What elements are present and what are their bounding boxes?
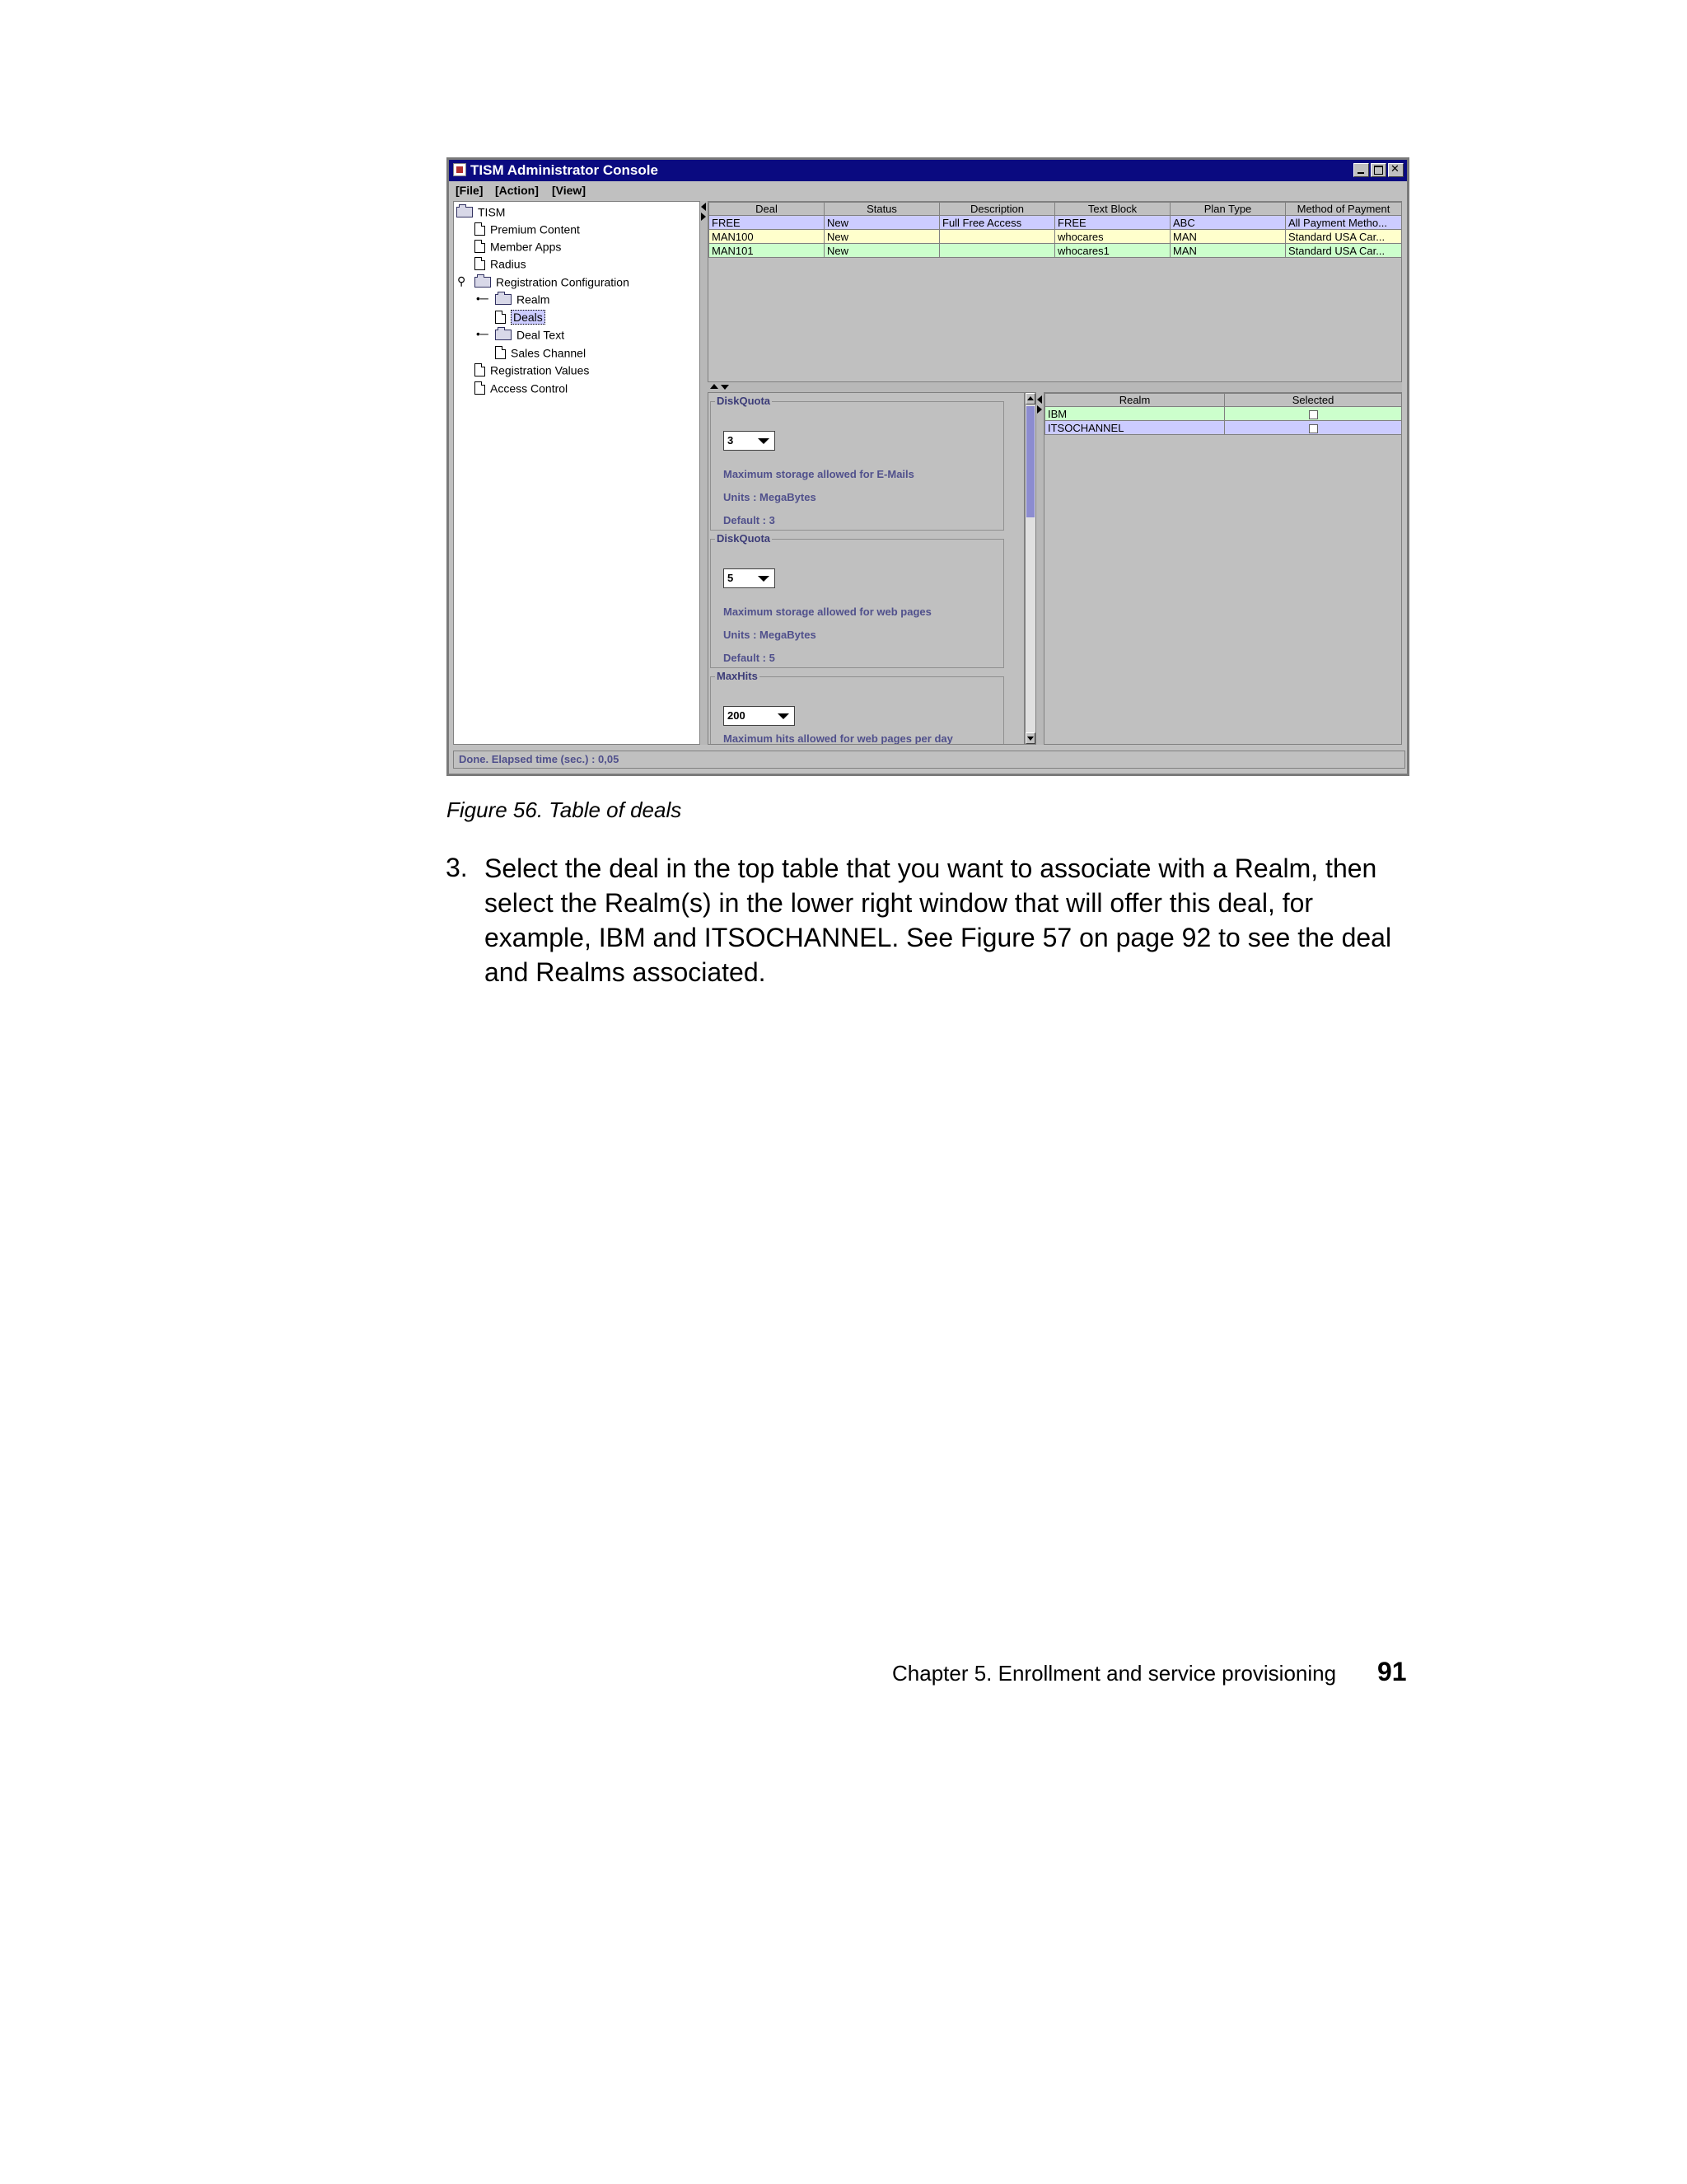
column-header-realm[interactable]: Realm [1045,394,1225,407]
vertical-splitter[interactable] [1036,392,1044,745]
group-description: Maximum storage allowed for web pages [723,606,932,618]
arrow-up-icon [1027,396,1034,400]
table-cell[interactable]: New [825,230,940,244]
tree-item-member-apps[interactable]: Member Apps [474,237,561,254]
table-cell[interactable]: Standard USA Car... [1286,230,1402,244]
table-cell[interactable]: MAN [1171,230,1286,244]
group-units: Units : MegaBytes [723,491,816,503]
title-bar[interactable] [449,160,1407,181]
selected-cell [1225,421,1402,435]
tree-item-registration-values[interactable]: Registration Values [474,361,589,377]
expand-down-arrow-icon[interactable] [721,385,729,390]
diskquota-email-group [710,395,1004,531]
chevron-down-icon [758,576,769,582]
table-row[interactable] [709,244,1402,258]
table-cell[interactable]: FREE [709,216,825,230]
column-header-plan-type[interactable]: Plan Type [1171,203,1286,216]
document-icon [495,311,506,324]
scroll-up-button[interactable] [1026,393,1035,405]
table-row[interactable] [709,230,1402,244]
folder-icon [474,277,491,288]
menu-file[interactable]: [File] [456,184,484,197]
column-header-description[interactable]: Description [940,203,1055,216]
expand-key-icon[interactable]: ⚲ [457,274,466,288]
step-text: Select the deal in the top table that you want to associate with a Realm, then select the Realm(s) in the lower right window that will offer this deal, for example, IBM and ITSOCHANNEL. See Figure 57 on page 92 to see the deal and Realms associated. [484,853,1392,987]
menu-bar [449,181,1407,199]
vertical-splitter[interactable] [700,201,708,745]
table-header-row [709,203,1402,216]
table-cell[interactable]: New [825,244,940,258]
tree-item-access-control[interactable]: Access Control [474,379,568,395]
deals-table [708,202,1402,258]
maximize-button[interactable] [1371,163,1386,177]
diskquota-email-select[interactable] [723,431,775,451]
document-icon [474,240,485,253]
collapse-left-arrow-icon[interactable] [701,203,706,211]
menu-action[interactable]: [Action] [495,184,539,197]
column-header-deal[interactable]: Deal [709,203,825,216]
step-number: 3. [446,853,468,882]
folder-icon [495,330,512,340]
tree-item-registration-configuration[interactable]: Registration Configuration [474,273,629,289]
realm-table [1044,393,1402,435]
quota-scrollbar[interactable] [1025,392,1036,745]
expand-right-arrow-icon[interactable] [1037,405,1042,414]
tree-item-premium-content[interactable]: Premium Content [474,220,580,236]
page-number: 91 [1377,1657,1407,1686]
column-header-method-of-payment[interactable]: Method of Payment [1286,203,1402,216]
status-bar: Done. Elapsed time (sec.) : 0,05 [453,751,1405,769]
arrow-down-icon [1027,737,1034,741]
column-header-text-block[interactable]: Text Block [1055,203,1171,216]
figure-caption: Figure 56. Table of deals [446,797,682,822]
table-cell[interactable]: ABC [1171,216,1286,230]
scroll-down-button[interactable] [1026,732,1035,744]
column-header-selected[interactable]: Selected [1225,394,1402,407]
column-header-status[interactable]: Status [825,203,940,216]
selected-cell [1225,407,1402,421]
table-row[interactable] [1045,407,1402,421]
table-cell[interactable]: FREE [1055,216,1171,230]
group-units: Units : MegaBytes [723,629,816,641]
document-icon [474,381,485,395]
table-cell[interactable] [940,244,1055,258]
maxhits-group [710,670,1004,745]
horizontal-splitter[interactable] [708,382,1402,392]
table-cell[interactable]: Full Free Access [940,216,1055,230]
diskquota-web-group [710,532,1004,668]
maxhits-select[interactable] [723,706,795,726]
table-cell[interactable]: New [825,216,940,230]
select-value: 3 [727,434,734,447]
tree-item-deal-text[interactable]: Deal Text [495,325,564,342]
diskquota-web-select[interactable] [723,568,775,588]
document-icon [474,363,485,376]
group-title: DiskQuota [717,395,771,407]
table-cell[interactable]: All Payment Metho... [1286,216,1402,230]
scrollbar-thumb[interactable] [1026,406,1035,517]
quota-settings-panel [708,392,1025,745]
collapse-key-icon[interactable]: •─ [476,292,488,305]
group-default: Default : 5 [723,652,775,664]
tree-item-tism[interactable]: TISM [456,203,505,219]
footer-chapter-title: Chapter 5. Enrollment and service provisioning [892,1661,1337,1686]
table-cell[interactable]: whocares1 [1055,244,1171,258]
table-cell[interactable]: Standard USA Car... [1286,244,1402,258]
window-title: TISM Administrator Console [470,162,658,178]
table-cell[interactable]: whocares [1055,230,1171,244]
realm-selected-checkbox[interactable] [1309,424,1318,433]
table-row[interactable] [1045,421,1402,435]
group-title: MaxHits [717,670,758,682]
navigation-tree [453,201,700,745]
group-default: Default : 3 [723,514,775,526]
tree-item-deals[interactable]: Deals [495,308,545,325]
tree-item-realm[interactable]: Realm [495,290,549,306]
select-value: 200 [727,709,745,722]
table-cell[interactable]: MAN101 [709,244,825,258]
menu-view[interactable]: [View] [552,184,586,197]
select-value: 5 [727,572,734,584]
realm-selected-checkbox[interactable] [1309,410,1318,419]
deals-table-panel [708,201,1402,382]
group-description: Maximum storage allowed for E-Mails [723,468,914,480]
folder-icon [456,207,473,217]
minimize-button[interactable] [1353,163,1369,177]
document-icon [474,257,485,270]
admin-console-window [446,157,1409,776]
realm-name-cell[interactable]: ITSOCHANNEL [1045,421,1225,435]
collapse-key-icon[interactable]: •─ [476,327,488,340]
table-header-row [1045,394,1402,407]
table-row[interactable] [709,216,1402,230]
realm-name-cell[interactable]: IBM [1045,407,1225,421]
group-title: DiskQuota [717,532,771,545]
tree-item-sales-channel[interactable]: Sales Channel [495,344,586,360]
folder-icon [495,294,512,305]
table-cell[interactable]: MAN [1171,244,1286,258]
close-button[interactable] [1388,163,1404,177]
collapse-up-arrow-icon[interactable] [710,384,718,389]
realm-table-panel [1044,392,1402,745]
chevron-down-icon [758,438,769,444]
table-cell[interactable] [940,230,1055,244]
app-icon [453,163,466,176]
expand-right-arrow-icon[interactable] [701,213,706,221]
document-icon [495,346,506,359]
collapse-left-arrow-icon[interactable] [1037,395,1042,404]
tree-item-radius[interactable]: Radius [474,255,526,271]
chevron-down-icon [778,713,789,719]
table-cell[interactable]: MAN100 [709,230,825,244]
document-icon [474,222,485,236]
group-description: Maximum hits allowed for web pages per day [723,732,953,745]
